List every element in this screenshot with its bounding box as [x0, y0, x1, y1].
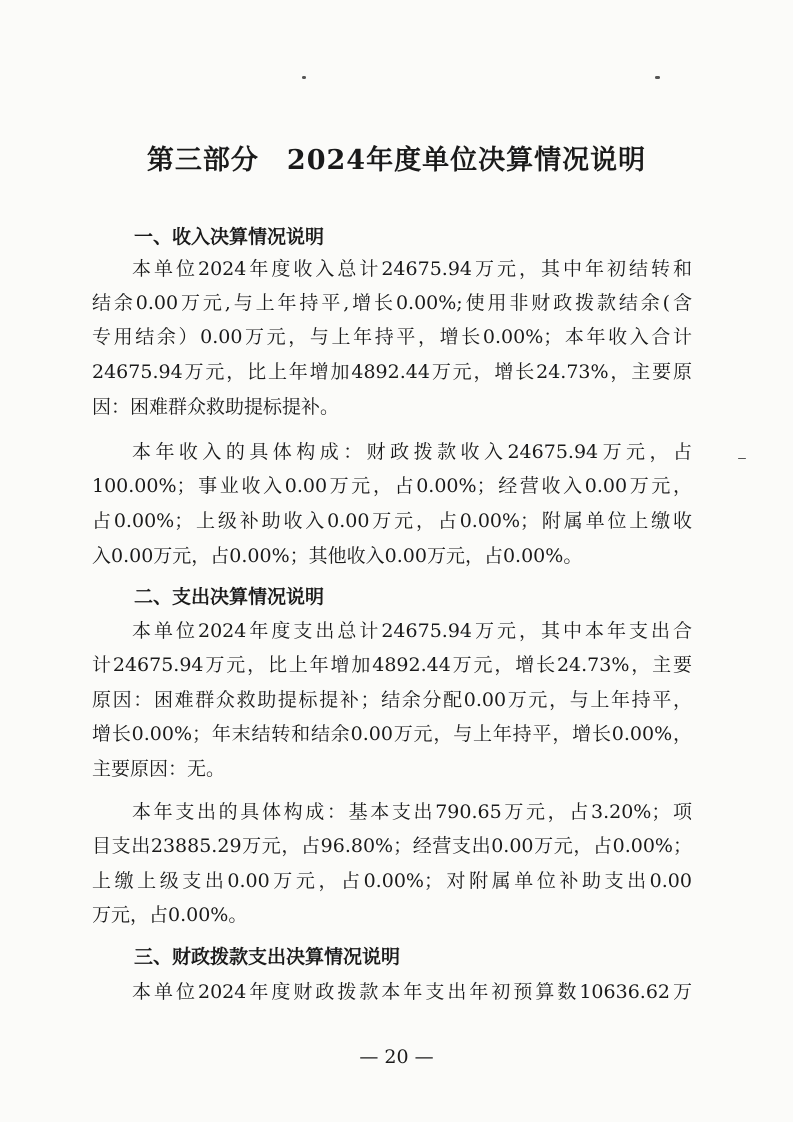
section-heading-income: 一、收入决算情况说明	[134, 226, 325, 248]
paragraph-line: 上缴上级支出0.00万元，占0.00%；对附属单位补助支出0.00	[92, 870, 692, 892]
paragraph-line: 入0.00万元，占0.00%；其他收入0.00万元，占0.00%。	[92, 545, 583, 567]
paragraph-line: 目支出23885.29万元，占96.80%；经营支出0.00万元，占0.00%；	[92, 835, 692, 857]
paragraph-line: 本年支出的具体构成：基本支出790.65万元，占3.20%；项	[132, 801, 692, 823]
paragraph-line: 万元，占0.00%。	[92, 904, 248, 926]
paragraph-line: 专用结余）0.00万元，与上年持平，增长0.00%；本年收入合计	[92, 326, 692, 348]
section-heading-expenditure: 二、支出决算情况说明	[134, 586, 325, 608]
paragraph-line: 占0.00%；上级补助收入0.00万元，占0.00%；附属单位上缴收	[92, 510, 692, 532]
paragraph-line: 原因：困难群众救助提标提补；结余分配0.00万元，与上年持平，	[92, 689, 692, 711]
paragraph-line: 计24675.94万元，比上年增加4892.44万元，增长24.73%，主要	[92, 654, 692, 676]
scan-speck	[302, 76, 306, 79]
page-title: 第三部分 2024年度单位决算情况说明	[146, 145, 647, 176]
paragraph-line: 因：困难群众救助提标提补。	[92, 396, 340, 418]
paragraph-line: 24675.94万元，比上年增加4892.44万元，增长24.73%，主要原	[92, 361, 692, 383]
page-number: — 20 —	[359, 1046, 434, 1068]
section-heading-fiscal-expenditure: 三、财政拨款支出决算情况说明	[134, 946, 401, 968]
scan-speck	[655, 76, 660, 79]
paragraph-line: 本单位2024年度支出总计24675.94万元，其中本年支出合	[132, 620, 692, 642]
scan-speck	[738, 458, 746, 459]
paragraph-line: 本年收入的具体构成：财政拨款收入24675.94万元，占	[132, 441, 692, 463]
paragraph-line: 主要原因：无。	[92, 758, 226, 780]
paragraph-line: 结余0.00万元,与上年持平,增长0.00%;使用非财政拨款结余(含	[92, 292, 692, 314]
paragraph-line: 本单位2024年度财政拨款本年支出年初预算数10636.62万	[132, 981, 692, 1003]
paragraph-line: 本单位2024年度收入总计24675.94万元，其中年初结转和	[132, 258, 692, 280]
paragraph-line: 100.00%；事业收入0.00万元，占0.00%；经营收入0.00万元，	[92, 475, 692, 497]
paragraph-line: 增长0.00%；年末结转和结余0.00万元，与上年持平，增长0.00%，	[92, 723, 692, 745]
